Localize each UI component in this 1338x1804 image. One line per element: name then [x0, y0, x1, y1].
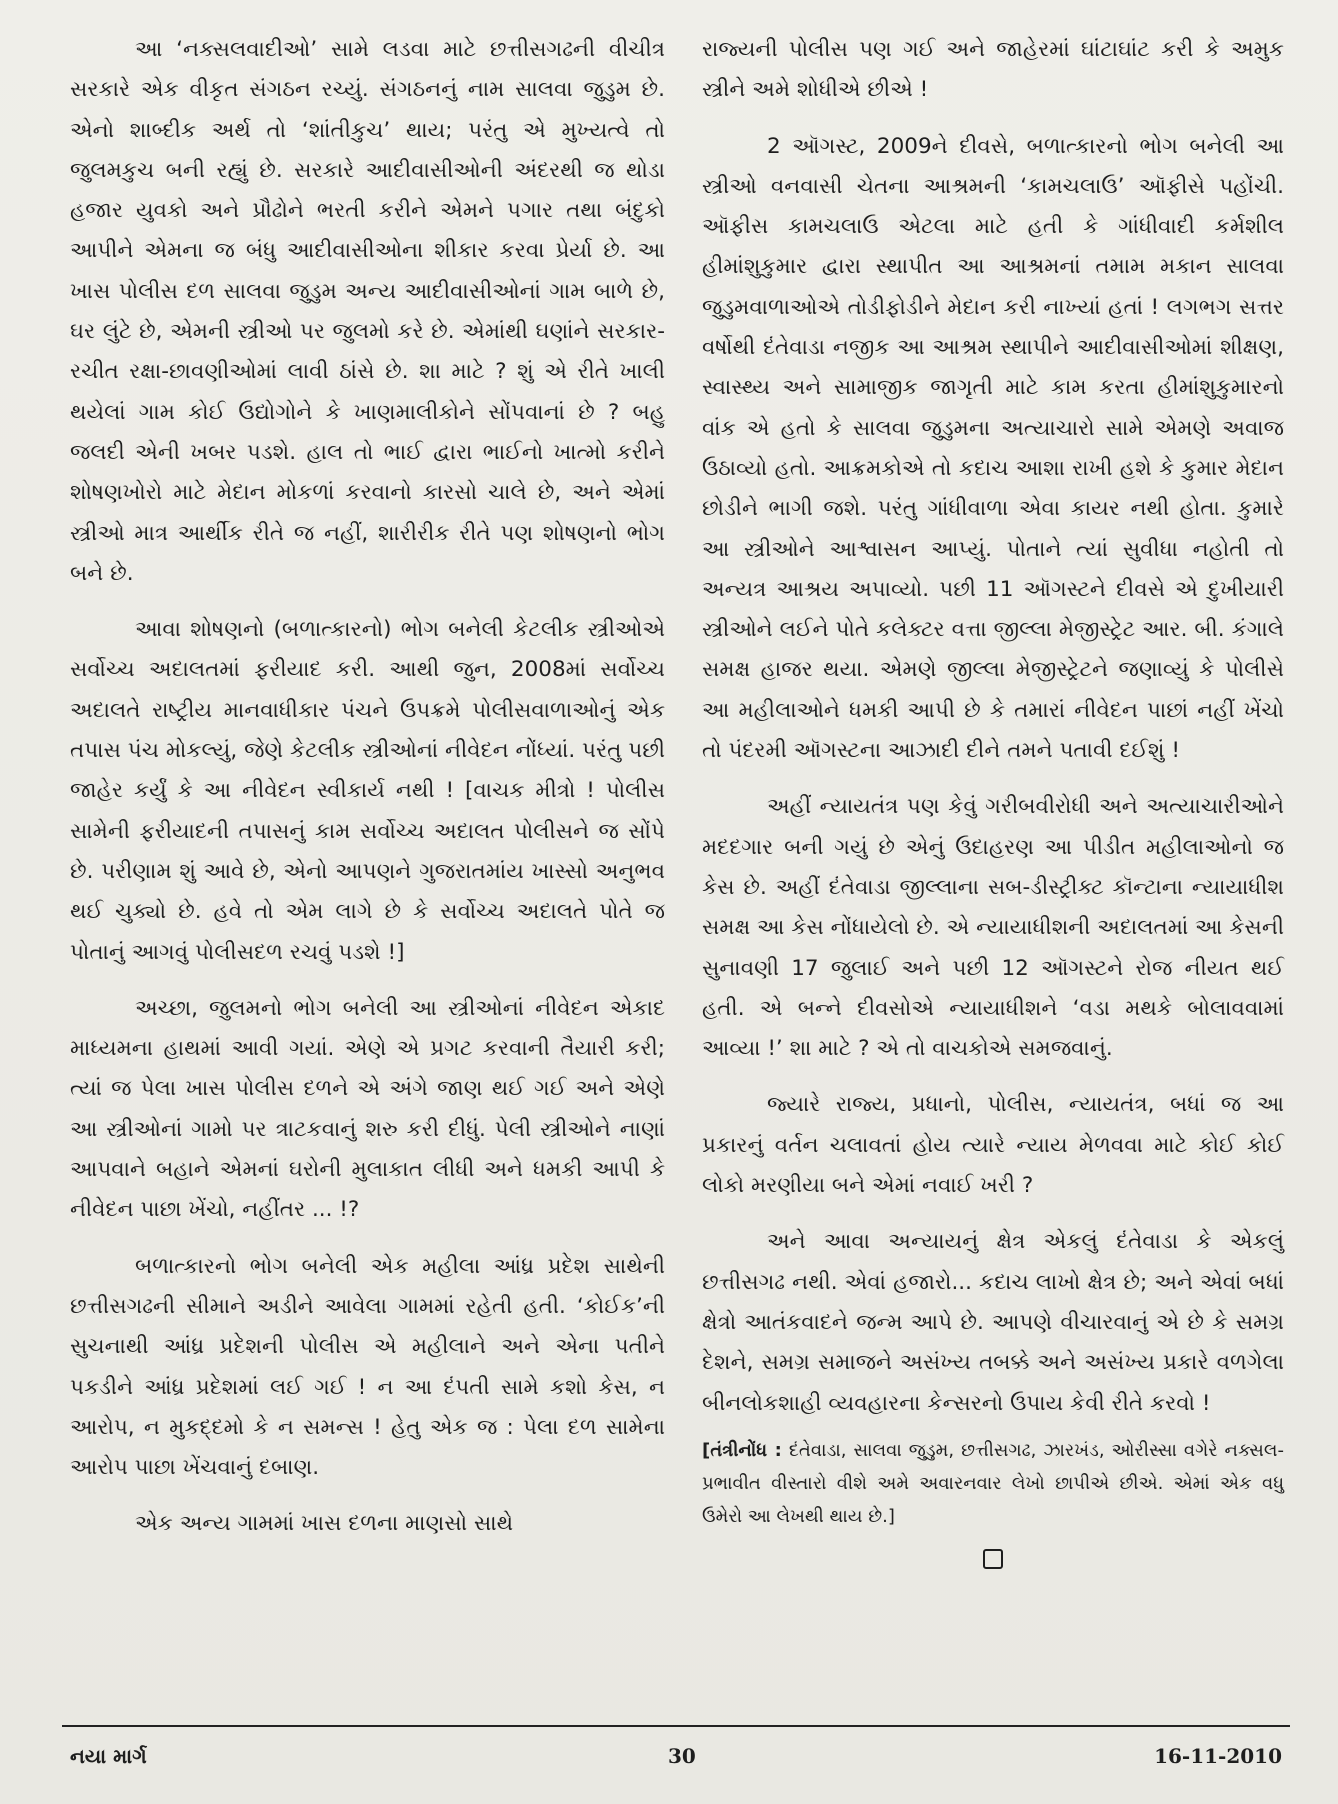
- left-paragraph-5: એક અન્ય ગામમાં ખાસ દળના માણસો સાથે: [135, 1511, 514, 1537]
- left-column: [70, 30, 665, 1561]
- footer-divider: [62, 1725, 1290, 1727]
- left-paragraph-2: આવા શોષણનો (બળાત્કારનો) ભોગ બનેલી કેટલીક સ્ત્રીઓએ સર્વોચ્ચ અદાલતમાં ફરીયાદ કરી. આથી જુન, 2008માં સર્વોચ્ચ અદાલતે રાષ્ટ્રીય માનવાધીકાર પંચને ઉપક્રમે પોલીસવાળાઓનું એક તપાસ પંચ મોકલ્યું, જેણે કેટલીક સ્ત્રીઓનાં નીવેદન નોંધ્યાં. પરંતુ પછી જાહેર કર્યું કે આ નીવેદન સ્વીકાર્ય નથી ! [વાચક મીત્રો ! પોલીસ સામેની ફરીયાદની તપાસનું કામ સર્વોચ્ચ અદાલત પોલીસને જ સોંપે છે. પરીણામ શું આવે છે, એનો આપણને ગુજરાતમાંય ખાસ્સો અનુભવ થઈ ચુક્યો છે. હવે તો એમ લાગે છે કે સર્વોચ્ચ અદાલતે પોતે જ પોતાનું આગવું પોલીસદળ રચવું પડશે !]: [70, 617, 665, 965]
- left-paragraph-4: બળાત્કારનો ભોગ બનેલી એક મહીલા આંધ્ર પ્રદેશ સાથેની છત્તીસગઢની સીમાને અડીને આવેલા ગામમાં રહેતી હતી. ‘કોઈક’ની સુચનાથી આંધ્ર પ્રદેશની પોલીસ એ મહીલાને અને એના પતીને પકડીને આંધ્ર પ્રદેશમાં લઈ ગઈ ! ન આ દંપતી સામે કશો કેસ, ન આરોપ, ન મુકદ્દમો કે ન સમન્સ ! હેતુ એક જ : પેલા દળ સામેના આરોપ પાછા ખેંચવાનું દબાણ.: [70, 1253, 665, 1481]
- right-paragraph-4: જ્યારે રાજ્ય, પ્રધાનો, પોલીસ, ન્યાયતંત્ર, બધાં જ આ પ્રકારનું વર્તન ચલાવતાં હોય ત્યારે ન્યાય મેળવવા માટે કોઈ કોઈ લોકો મરણીયા બને એમાં નવાઈ ખરી ?: [702, 1092, 1284, 1199]
- end-of-article-icon: [983, 1549, 1003, 1569]
- page-number: 30: [668, 1744, 696, 1768]
- issue-date: 16-11-2010: [1154, 1744, 1282, 1768]
- magazine-name: નયા માર્ગ: [70, 1744, 147, 1768]
- right-paragraph-5: અને આવા અન્યાયનું ક્ષેત્ર એકલું દંતેવાડા કે એકલું છત્તીસગઢ નથી. એવાં હજારો... કદાચ લાખો ક્ષેત્ર છે; અને એવાં બધાં ક્ષેત્રો આતંકવાદને જન્મ આપે છે. આપણે વીચારવાનું એ છે કે સમગ્ર દેશને, સમગ્ર સમાજને અસંખ્ય તબક્કે અને અસંખ્ય પ્રકારે વળગેલા બીનલોકશાહી વ્યવહારના કેન્સરનો ઉપાય કેવી રીતે કરવો !: [702, 1229, 1284, 1416]
- editor-note-label: [તંત્રીનોંધ :: [702, 1439, 782, 1461]
- right-paragraph-3: અહીં ન્યાયતંત્ર પણ કેવું ગરીબવીરોધી અને અત્યાચારીઓને મદદગાર બની ગયું છે એનું ઉદાહરણ આ પીડીત મહીલાઓનો જ કેસ છે. અહીં દંતેવાડા જીલ્લાના સબ-ડીસ્ટ્રીક્ટ કૉન્ટાના ન્યાયાધીશ સમક્ષ આ કેસ નોંધાયેલો છે. એ ન્યાયાધીશની અદાલતમાં આ કેસની સુનાવણી 17 જુલાઈ અને પછી 12 ઑગસ્ટને રોજ નીયત થઈ હતી. એ બન્ને દીવસોએ ન્યાયાધીશને ‘વડા મથકે બોલાવવામાં આવ્યા !’ શા માટે ? એ તો વાચકોએ સમજવાનું.: [702, 794, 1284, 1062]
- editor-note: [702, 1434, 1284, 1533]
- right-paragraph-2: 2 ઑગસ્ટ, 2009ને દીવસે, બળાત્કારનો ભોગ બનેલી આ સ્ત્રીઓ વનવાસી ચેતના આશ્રમની ‘કામચલાઉ’ ઑફીસે પહોંચી. ઑફીસ કામચલાઉ એટલા માટે હતી કે ગાંધીવાદી કર્મશીલ હીમાંશુકુમાર દ્વારા સ્થાપીત આ આશ્રમનાં તમામ મકાન સાલવા જુડુમવાળાઓએ તોડીફોડીને મેદાન કરી નાખ્યાં હતાં ! લગભગ સત્તર વર્ષોથી દંતેવાડા નજીક આ આશ્રમ સ્થાપીને આદીવાસીઓમાં શીક્ષણ, સ્વાસ્થ્ય અને સામાજીક જાગૃતી માટે કામ કરતા હીમાંશુકુમારનો વાંક એ હતો કે સાલવા જુડુમના અત્યાચારો સામે એમણે અવાજ ઉઠાવ્યો હતો. આક્રમકોએ તો કદાચ આશા રાખી હશે કે કુમાર મેદાન છોડીને ભાગી જશે. પરંતુ ગાંધીવાળા એવા કાયર નથી હોતા. કુમારે આ સ્ત્રીઓને આશ્વાસન આપ્યું. પોતાને ત્યાં સુવીધા નહોતી તો અન્યત્ર આશ્રય અપાવ્યો. પછી 11 ઑગસ્ટને દીવસે એ દુખીયારી સ્ત્રીઓને લઈને પોતે કલેક્ટર વત્તા જીલ્લા મેજીસ્ટ્રેટ આર. બી. કંગાલે સમક્ષ હાજર થયા. એમણે જીલ્લા મેજીસ્ટ્રેટને જણાવ્યું કે પોલીસે આ મહીલાઓને ધમકી આપી છે કે તમારાં નીવેદન પાછાં નહીં ખેંચો તો પંદરમી ઑગસ્ટના આઝાદી દીને તમને પતાવી દઈશું !: [702, 133, 1284, 764]
- editor-note-text: દંતેવાડા, સાલવા જુડુમ, છત્તીસગઢ, ઝારખંડ, ઓરીસ્સા વગેરે નક્સલ- પ્રભાવીત વીસ્તારો વીશે અમે અવારનવાર લેખો છાપીએ છીએ. એમાં એક વધુ ઉમેરો આ લેખથી થાય છે.]: [702, 1439, 1284, 1527]
- right-paragraph-1: રાજ્યની પોલીસ પણ ગઈ અને જાહેરમાં ઘાંટાઘાંટ કરી કે અમુક સ્ત્રીને અમે શોધીએ છીએ !: [702, 37, 1284, 103]
- left-paragraph-3: અચ્છા, જુલમનો ભોગ બનેલી આ સ્ત્રીઓનાં નીવેદન એકાદ માધ્યમના હાથમાં આવી ગયાં. એણે એ પ્રગટ કરવાની તૈયારી કરી; ત્યાં જ પેલા ખાસ પોલીસ દળને એ અંગે જાણ થઈ ગઈ અને એણે આ સ્ત્રીઓનાં ગામો પર ત્રાટકવાનું શરુ કરી દીધું. પેલી સ્ત્રીઓને નાણાં આપવાને બહાને એમનાં ઘરોની મુલાકાત લીધી અને ધમકી આપી કે નીવેદન પાછા ખેંચો, નહીંતર ... !?: [70, 995, 665, 1223]
- left-paragraph-1: આ ‘નક્સલવાદીઓ’ સામે લડવા માટે છત્તીસગઢની વીચીત્ર સરકારે એક વીકૃત સંગઠન રચ્યું. સંગઠનનું નામ સાલવા જુડુમ છે. એનો શાબ્દીક અર્થ તો ‘શાંતીકુચ’ થાય; પરંતુ એ મુખ્યત્વે તો જુલમકુચ બની રહ્યું છે. સરકારે આદીવાસીઓની અંદરથી જ થોડા હજાર યુવકો અને પ્રૌઢોને ભરતી કરીને એમને પગાર તથા બંદુકો આપીને એમના જ બંધુ આદીવાસીઓના શીકાર કરવા પ્રેર્યા છે. આ ખાસ પોલીસ દળ સાલવા જુડુમ અન્ય આદીવાસીઓનાં ગામ બાળે છે, ઘર લુંટે છે, એમની સ્ત્રીઓ પર જુલમો કરે છે. એમાંથી ઘણાંને સરકાર-રચીત રક્ષા-છાવણીઓમાં લાવી ઠાંસે છે. શા માટે ? શું એ રીતે ખાલી થયેલાં ગામ કોઈ ઉદ્યોગોને કે ખાણમાલીકોને સોંપવાનાં છે ? બહુ જલદી એની ખબર પડશે. હાલ તો ભાઈ દ્વારા ભાઈનો ખાત્મો કરીને શોષણખોરો માટે મેદાન મોકળાં કરવાનો કારસો ચાલે છે, અને એમાં સ્ત્રીઓ માત્ર આર્થીક રીતે જ નહીં, શારીરીક રીતે પણ શોષણનો ભોગ બને છે.: [70, 37, 665, 586]
- right-column: [702, 30, 1284, 1569]
